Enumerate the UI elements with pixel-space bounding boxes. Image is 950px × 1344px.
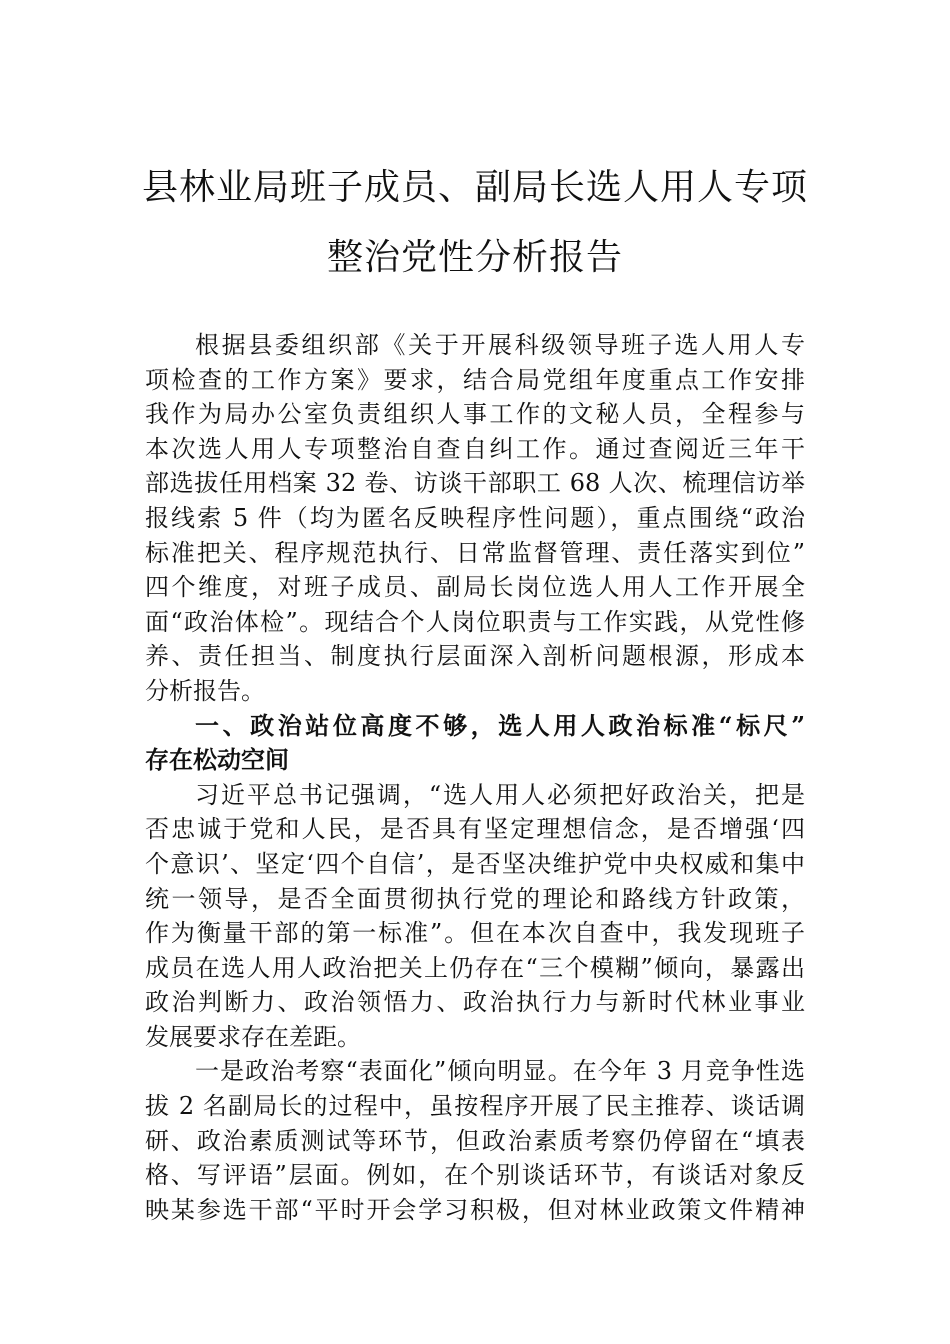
- text-line: 发展要求存在差距。: [145, 1022, 361, 1051]
- text-line: 研、政治素质测试等环节，但政治素质考察仍停留在“填表: [145, 1126, 805, 1155]
- paragraph: [145, 1054, 805, 1227]
- text-line: 养、责任担当、制度执行层面深入剖析问题根源，形成本: [145, 642, 805, 671]
- document-title-line-1: 县林业局班子成员、副局长选人用人专项: [141, 167, 808, 208]
- text-line: 四个维度，对班子成员、副局长岗位选人用人工作开展全: [145, 573, 805, 602]
- paragraph: [145, 328, 805, 709]
- document-body: [145, 328, 805, 1227]
- text-line: 根据县委组织部《关于开展科级领导班子选人用人专: [195, 331, 805, 359]
- text-line: 报线索 5 件（均为匿名反映程序性问题），重点围绕“政治: [145, 503, 805, 532]
- text-line: 我作为局办公室负责组织人事工作的文秘人员，全程参与: [145, 400, 805, 429]
- text-line: 部选拔任用档案 32 卷、访谈干部职工 68 人次、梳理信访举: [145, 469, 805, 498]
- text-line: 面“政治体检”。现结合个人岗位职责与工作实践，从党性修: [145, 607, 805, 636]
- paragraph: [145, 778, 805, 1055]
- text-line: 个意识’、坚定‘四个自信’，是否坚决维护党中央权威和集中: [145, 849, 805, 878]
- text-line: 一、政治站位高度不够，选人用人政治标准“标尺”: [195, 710, 805, 740]
- text-line: 项检查的工作方案》要求，结合局党组年度重点工作安排: [145, 365, 805, 394]
- text-line: 一是政治考察“表面化”倾向明显。在今年 3 月竞争性选: [195, 1057, 805, 1086]
- document-title-line-2: 整治党性分析报告: [326, 237, 623, 278]
- text-line: 否忠诚于党和人民，是否具有坚定理想信念，是否增强‘四: [145, 815, 805, 844]
- text-line: 作为衡量干部的第一标准”。但在本次自查中，我发现班子: [145, 919, 805, 948]
- section-heading: [145, 709, 805, 778]
- text-line: 格、写评语”层面。例如，在个别谈话环节，有谈话对象反: [145, 1161, 805, 1190]
- text-line: 标准把关、程序规范执行、日常监督管理、责任落实到位”: [145, 538, 805, 567]
- text-line: 习近平总书记强调，“选人用人必须把好政治关，把是: [195, 780, 805, 809]
- text-line: 拔 2 名副局长的过程中，虽按程序开展了民主推荐、谈话调: [145, 1092, 805, 1121]
- text-line: 政治判断力、政治领悟力、政治执行力与新时代林业事业: [145, 988, 805, 1017]
- text-line: 本次选人用人专项整治自查自纠工作。通过查阅近三年干: [145, 434, 805, 463]
- text-line: 存在松动空间: [145, 745, 289, 775]
- text-line: 成员在选人用人政治把关上仍存在“三个模糊”倾向，暴露出: [145, 953, 805, 982]
- text-line: 分析报告。: [145, 676, 265, 705]
- text-line: 映某参选干部“平时开会学习积极，但对林业政策文件精神: [145, 1195, 805, 1224]
- text-line: 统一领导，是否全面贯彻执行党的理论和路线方针政策，: [145, 884, 805, 913]
